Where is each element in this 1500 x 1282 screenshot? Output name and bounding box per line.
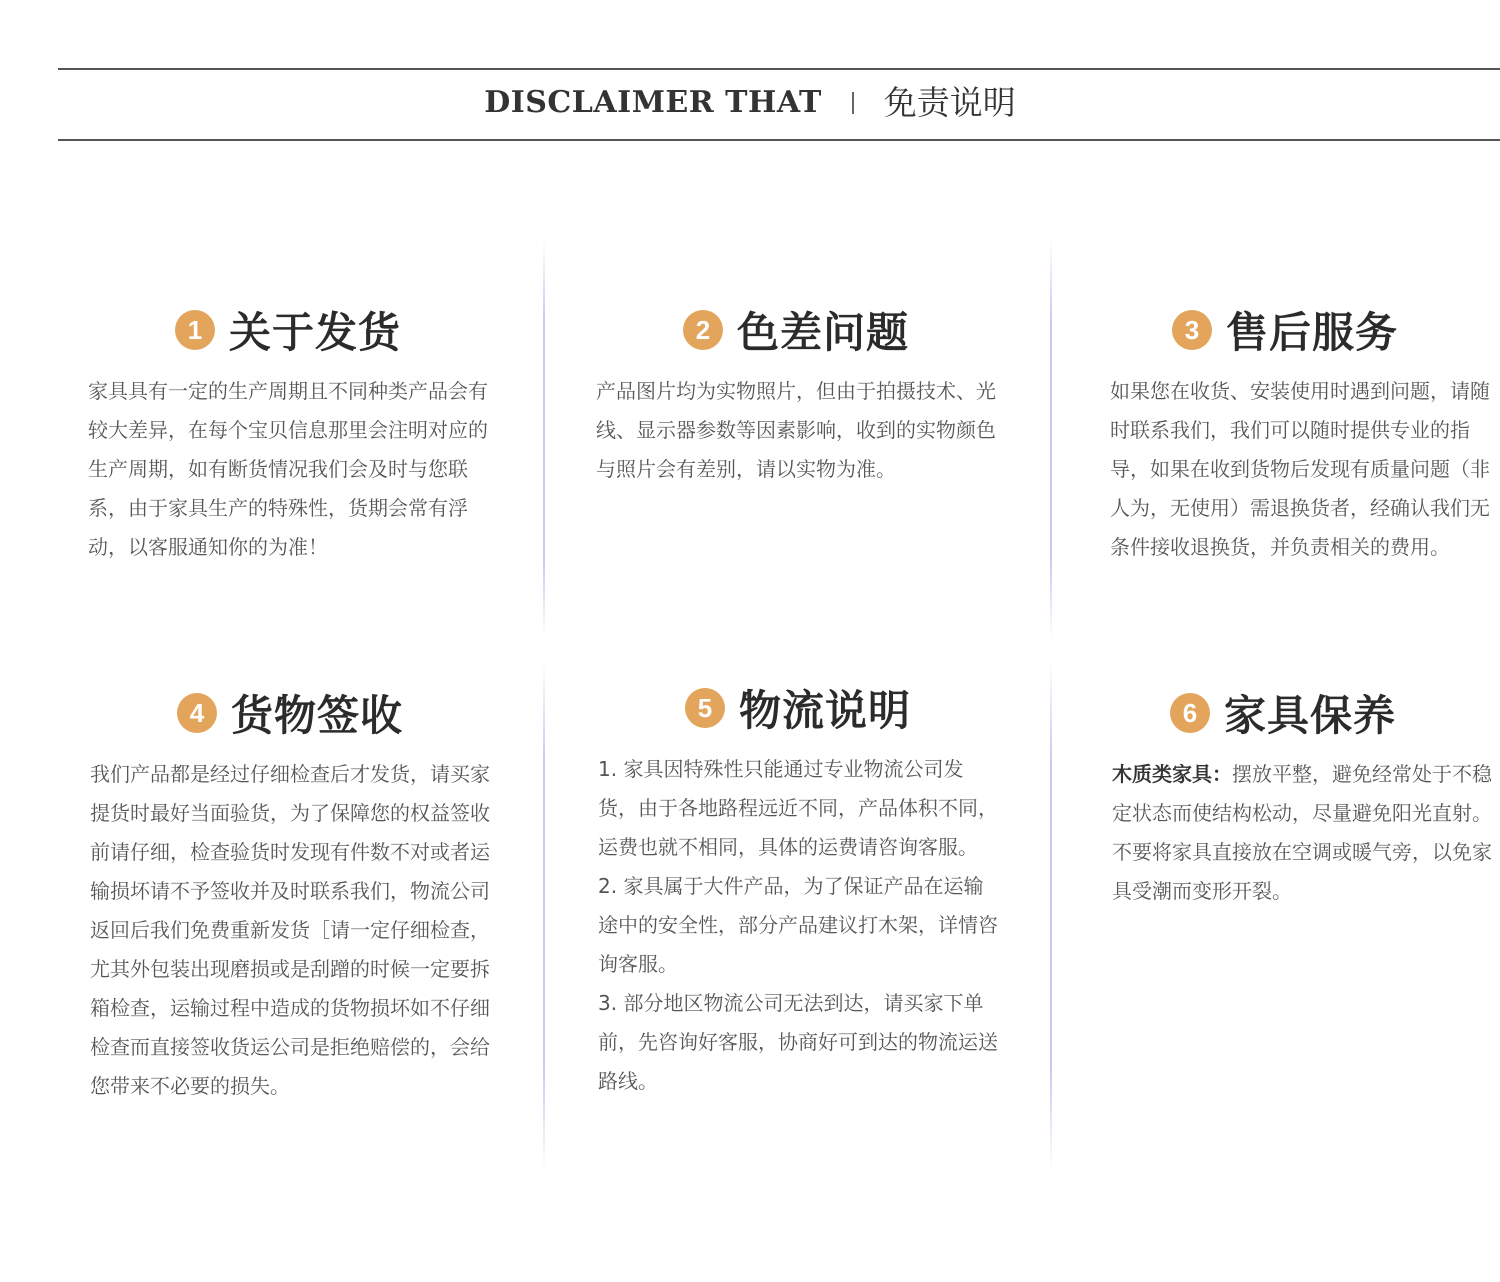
header-top-rule: [58, 68, 1500, 70]
header-title-cn: 免责说明: [883, 83, 1016, 122]
section-title: 售后服务: [1226, 308, 1399, 357]
section-heading: [90, 683, 490, 743]
section-furniture-care: [1112, 683, 1498, 911]
section-heading: [88, 300, 488, 360]
section-paragraph: 产品图片均为实物照片，但由于拍摄技术、光线、显示器参数等因素影响，收到的实物颜色与照片会有差别，请以实物为准。: [596, 379, 996, 481]
section-paragraph: 如果您在收货、安装使用时遇到问题，请随时联系我们，我们可以随时提供专业的指导，如果在收到货物后发现有质量问题（非人为，无使用）需退换货者，经确认我们无条件接收退换货，并负责相关的费用。: [1110, 379, 1490, 559]
section-title: 色差问题: [736, 308, 909, 357]
section-paragraph: 3. 部分地区物流公司无法到达，请买家下单前，先咨询好客服，协商好可到达的物流运送路线。: [598, 991, 998, 1093]
section-heading: [596, 300, 996, 360]
section-body: [1110, 372, 1498, 567]
number-badge: 6: [1170, 693, 1210, 733]
number-badge: 3: [1172, 310, 1212, 350]
section-paragraph: 2. 家具属于大件产品，为了保证产品在运输途中的安全性，部分产品建议打木架，详情咨询客服。: [598, 874, 998, 976]
column-divider: [1050, 240, 1052, 640]
section-heading: [598, 678, 998, 738]
section-shipping: [88, 300, 488, 567]
number-badge: 1: [175, 310, 215, 350]
section-heading: [1110, 300, 1498, 360]
section-paragraph: 1. 家具因特殊性只能通过专业物流公司发货，由于各地路程远近不同，产品体积不同，运费也就不相同，具体的运费请咨询客服。: [598, 757, 998, 859]
section-paragraph-text: 摆放平整，避免经常处于不稳定状态而使结构松动，尽量避免阳光直射。不要将家具直接放在空调或暖气旁，以免家具受潮而变形开裂。: [1112, 762, 1492, 903]
header-separator: [852, 92, 854, 114]
section-body: [596, 372, 996, 489]
section-heading: [1112, 683, 1498, 743]
section-paragraph: 我们产品都是经过仔细检查后才发货，请买家提货时最好当面验货，为了保障您的权益签收前请仔细，检查验货时发现有件数不对或者运输损坏请不予签收并及时联系我们，物流公司返回后我们免费重新发货［请一定仔细检查，尤其外包装出现磨损或是刮蹭的时候一定要拆箱检查，运输过程中造成的货物损坏如不仔细检查而直接签收货运公司是拒绝赔偿的，会给您带来不必要的损失。: [90, 762, 490, 1098]
section-paragraph: 家具具有一定的生产周期且不同种类产品会有较大差异，在每个宝贝信息那里会注明对应的生产周期，如有断货情况我们会及时与您联系，由于家具生产的特殊性，货期会常有浮动，以客服通知你的为准！: [88, 379, 488, 559]
section-title: 关于发货: [228, 308, 401, 357]
section-lead: 木质类家具：: [1112, 762, 1232, 786]
section-title: 家具保养: [1224, 691, 1397, 740]
column-divider: [543, 660, 545, 1170]
number-badge: 5: [685, 688, 725, 728]
section-paragraph: [1112, 755, 1498, 911]
number-badge: 4: [177, 693, 217, 733]
section-goods-receipt: [90, 683, 490, 1106]
number-badge: 2: [683, 310, 723, 350]
section-body: [88, 372, 488, 567]
page-header: [0, 80, 1500, 126]
header-title-en: DISCLAIMER THAT: [484, 85, 822, 120]
section-body: [1112, 755, 1498, 911]
section-logistics: [598, 678, 998, 1101]
column-divider: [1050, 660, 1052, 1170]
section-title: 货物签收: [230, 691, 403, 740]
section-color-difference: [596, 300, 996, 489]
header-bottom-rule: [58, 139, 1500, 141]
section-title: 物流说明: [738, 686, 911, 735]
column-divider: [543, 240, 545, 640]
section-body: [598, 750, 998, 1101]
section-body: [90, 755, 490, 1106]
section-after-sales: [1110, 300, 1498, 567]
